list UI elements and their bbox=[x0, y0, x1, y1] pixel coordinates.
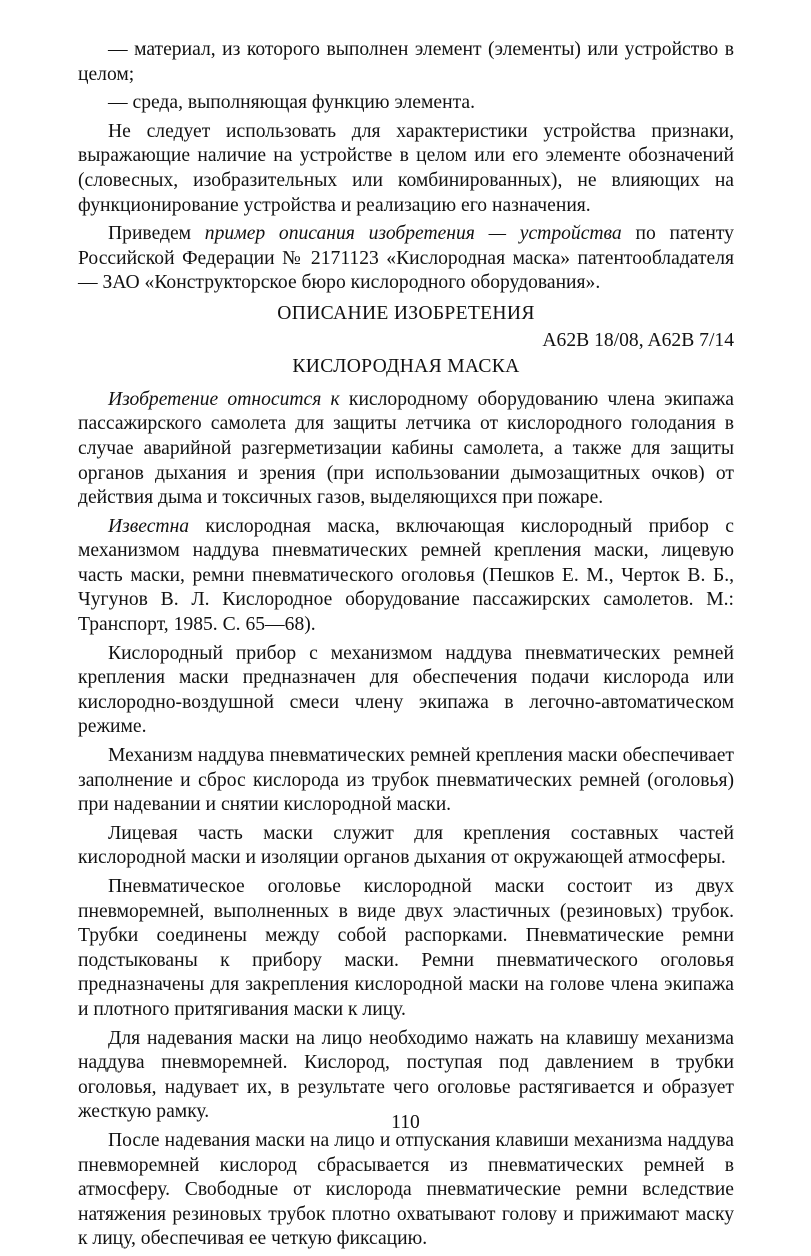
example-italic: пример описания изобретения — устройства bbox=[204, 223, 622, 245]
paragraph-designations: Не следует использовать для характеристики устройства признаки, выражающие наличие на устройстве в целом или его элементе обозначений (словесных, изобразительных или комбинированных), не влияющих на функционирование устройства и реализацию его назначения. bbox=[78, 120, 734, 216]
paragraph-oxygen-device: Кислородный прибор с механизмом наддува пневматических ремней крепления маски предназначен для обеспечения подачи кислорода или кислородно-воздушной смеси члену экипажа в легочно-автоматическом режиме. bbox=[78, 642, 734, 738]
example-lead: Приведем bbox=[108, 223, 205, 245]
field-rest: кислородному оборудованию члена экипажа пассажирского самолета для защиты летчика от кислородного голодания в случае аварийной разгерметизации кабины самолета, а также для защиты органов дыхания и зрения (при использовании дымозащитных очков) от действия дыма и токсичных газов, выделяющихся при пожаре. bbox=[78, 388, 734, 509]
paragraph-donning: Для надевания маски на лицо необходимо нажать на клавишу механизма наддува пневморемней. Кислород, поступая под давлением в трубки оголовья, надувает их, в результате чего оголовье растягивается и образует жесткую рамку. bbox=[78, 1027, 734, 1123]
field-italic: Изобретение относится к bbox=[108, 388, 340, 410]
known-italic: Известна bbox=[108, 515, 190, 537]
known-rest: кислородная маска, включающая кислородный прибор с механизмом наддува пневматических ремней крепления маски, лицевую часть маски, ремни пневматического оголовья (Пешков Е. М., Черток В. Б., Чугунов В. Л. Кислородное оборудование пассажирских самолетов. М.: Транспорт, 1985. С. 65—68). bbox=[78, 515, 734, 636]
paragraph-field bbox=[78, 388, 734, 511]
list-item-material: — материал, из которого выполнен элемент (элементы) или устройство в целом; bbox=[78, 39, 734, 85]
paragraph-example bbox=[78, 222, 734, 296]
example-rest: по патенту Российской Федерации № 2171123 «Кислородная маска» патентообладателя — ЗАО «Конструкторское бюро кислородного оборудования». bbox=[78, 223, 734, 294]
paragraph-face-part: Лицевая часть маски служит для крепления составных частей кислородной маски и изоляции органов дыхания от окружающей атмосферы. bbox=[78, 822, 734, 869]
page-number: 110 bbox=[391, 1112, 420, 1133]
list-item-medium: — среда, выполняющая функцию элемента. bbox=[108, 92, 475, 114]
paragraph-inflation-mechanism: Механизм наддува пневматических ремней крепления маски обеспечивает заполнение и сброс кислорода из трубок пневматических ремней (оголовья) при надевании и снятии кислородной маски. bbox=[78, 745, 734, 816]
paragraph-prior-art bbox=[78, 515, 734, 638]
paragraph-pneumatic-harness: Пневматическое оголовье кислородной маски состоит из двух пневморемней, выполненных в виде двух эластичных (резиновых) трубок. Трубки соединены между собой распорками. Пневматические ремни подстыкованы к прибору маски. Ремни пневматического оголовья предназначены для закрепления кислородной маски на голове члена экипажа и плотного притягивания маски к лицу. bbox=[78, 876, 734, 1020]
classification-codes: A62B 18/08, A62B 7/14 bbox=[542, 329, 734, 351]
invention-title: КИСЛОРОДНАЯ МАСКА bbox=[292, 356, 520, 378]
document-page bbox=[78, 38, 734, 1256]
section-heading: ОПИСАНИЕ ИЗОБРЕТЕНИЯ bbox=[277, 302, 535, 324]
paragraph-fixation: После надевания маски на лицо и отпускания клавиши механизма наддува пневморемней кислород сбрасывается из пневматических ремней в атмосферу. Свободные от кислорода пневматические ремни вследствие натяжения резиновых трубок плотно охватывают голову и прижимают маску к лицу, обеспечивая ее четкую фиксацию. bbox=[78, 1129, 734, 1250]
